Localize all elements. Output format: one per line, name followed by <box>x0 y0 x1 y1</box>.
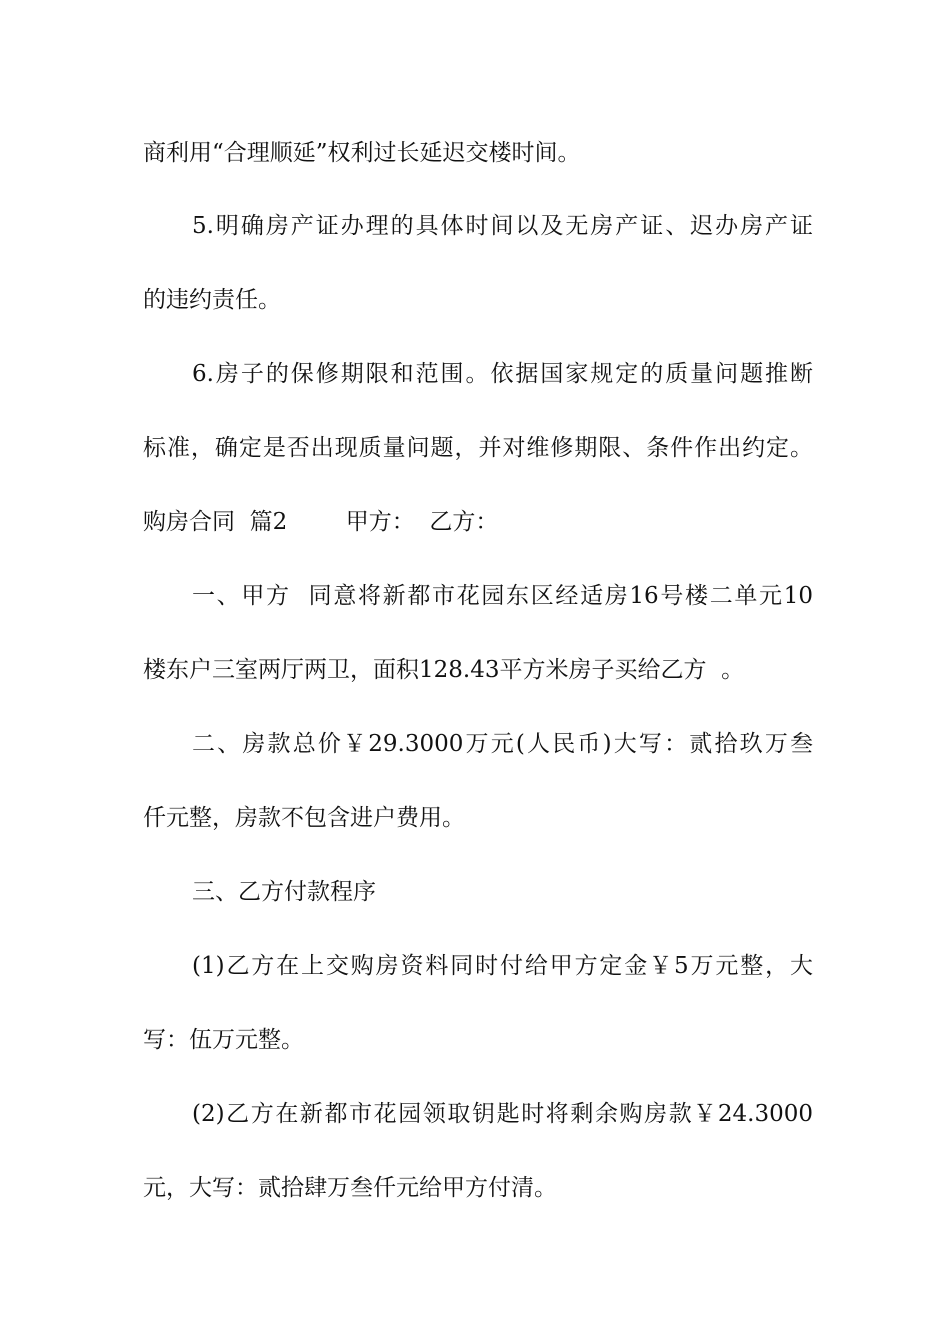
paragraph-line: 写：伍万元整。 <box>143 1027 304 1053</box>
section-heading: 购房合同 篇2 甲方： 乙方： <box>143 509 499 535</box>
paragraph-line: (1)乙方在上交购房资料同时付给甲方定金￥5万元整，大 <box>192 953 813 979</box>
paragraph-line: 一、甲方 同意将新都市花园东区经适房16号楼二单元10 <box>192 583 813 609</box>
paragraph-line: 的违约责任。 <box>143 287 281 313</box>
paragraph-line: 仟元整，房款不包含进户费用。 <box>143 805 465 831</box>
paragraph-line: 三、乙方付款程序 <box>192 879 376 905</box>
paragraph-line: 标准，确定是否出现质量问题，并对维修期限、条件作出约定。 <box>143 435 813 461</box>
paragraph-line: 5.明确房产证办理的具体时间以及无房产证、迟办房产证 <box>192 213 813 239</box>
paragraph-line: 商利用“合理顺延”权利过长延迟交楼时间。 <box>143 140 581 166</box>
paragraph-line: 楼东户三室两厅两卫，面积128.43平方米房子买给乙方 。 <box>143 657 745 683</box>
paragraph-line: (2)乙方在新都市花园领取钥匙时将剩余购房款￥24.3000 <box>192 1101 813 1127</box>
paragraph-line: 二、房款总价￥29.3000万元(人民币)大写：贰拾玖万叁 <box>192 731 813 757</box>
paragraph-line: 6.房子的保修期限和范围。依据国家规定的质量问题推断 <box>192 361 813 387</box>
paragraph-line: 元，大写：贰拾肆万叁仟元给甲方付清。 <box>143 1175 557 1201</box>
